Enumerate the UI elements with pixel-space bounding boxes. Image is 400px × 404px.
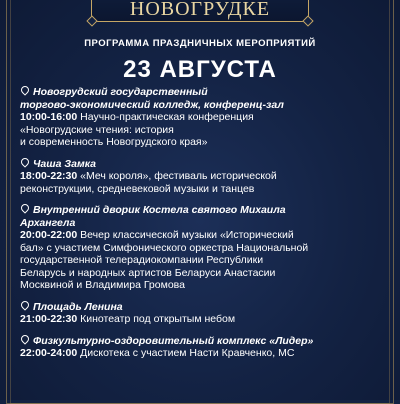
- title-banner: [91, 0, 309, 22]
- events-list: [20, 86, 392, 369]
- venue-heading: [20, 335, 392, 348]
- venue-heading: [20, 301, 392, 314]
- event-details: [20, 170, 392, 195]
- event-time: 20:00-22:00: [20, 229, 78, 241]
- venue-name: Новогрудский государственный торгово-экономический колледж, конференц-зал: [20, 86, 284, 111]
- event-time: 21:00-22:30: [20, 313, 78, 325]
- event-time: 22:00-24:00: [20, 347, 78, 359]
- event-description: Дискотека с участием Насти Кравченко, МС: [77, 347, 295, 359]
- event-description: Вечер классической музыки «Исторический бал» с участием Симфонического оркестра Национальной государственной телерадиокомпании Республики Беларусь и народных артистов Беларуси Анастасии Москвиной и Владимира Громова: [20, 229, 309, 291]
- program-subtitle: ПРОГРАММА ПРАЗДНИЧНЫХ МЕРОПРИЯТИЙ: [84, 38, 316, 49]
- location-pin-icon: [19, 156, 30, 167]
- location-pin-icon: [19, 299, 30, 310]
- event-description: «Меч короля», фестиваль исторической реконструкции, средневековой музыки и танцев: [20, 170, 277, 195]
- event-time: 10:00-16:00: [20, 111, 78, 123]
- event-item: [20, 204, 392, 292]
- event-details: [20, 347, 392, 360]
- event-item: [20, 335, 392, 360]
- location-pin-icon: [19, 84, 30, 95]
- venue-name: Внутренний дворик Костела святого Михаила Архангела: [20, 204, 286, 229]
- venue-name: Площадь Ленина: [33, 300, 123, 313]
- location-pin-icon: [19, 333, 30, 344]
- event-item: [20, 158, 392, 196]
- event-time: 18:00-22:30: [20, 170, 78, 182]
- event-description: Научно-практическая конференция «Новогрудские чтения: история и современность Новогрудского края»: [20, 111, 254, 148]
- event-details: [20, 313, 392, 326]
- venue-heading: [20, 204, 392, 229]
- venue-heading: [20, 86, 392, 111]
- event-details: [20, 229, 392, 292]
- page-title: НОВОГРУДКЕ: [129, 0, 271, 20]
- event-item: [20, 301, 392, 326]
- location-pin-icon: [19, 202, 30, 213]
- venue-name: Физкультурно-оздоровительный комплекс «Лидер»: [33, 334, 314, 347]
- event-date: 23 АВГУСТА: [123, 56, 277, 83]
- venue-name: Чаша Замка: [33, 157, 97, 170]
- event-description: Кинотеатр под открытым небом: [77, 313, 236, 325]
- venue-heading: [20, 158, 392, 171]
- event-item: [20, 86, 392, 149]
- event-details: [20, 111, 392, 149]
